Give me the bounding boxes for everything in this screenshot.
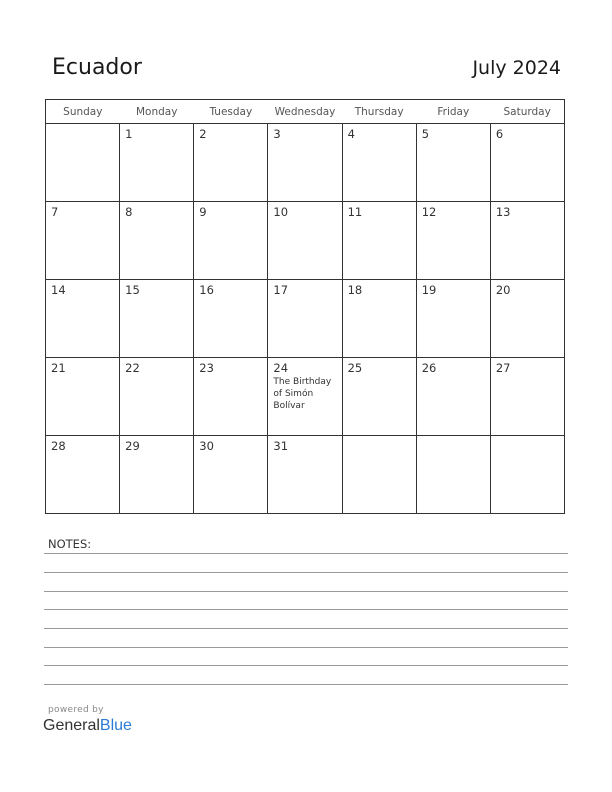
day-number: 8 bbox=[125, 205, 133, 219]
day-number: 28 bbox=[51, 439, 66, 453]
day-number: 6 bbox=[495, 127, 504, 141]
day-cell bbox=[342, 358, 416, 436]
day-cell bbox=[268, 280, 342, 358]
month-year-title: July 2024 bbox=[472, 57, 561, 79]
note-line bbox=[44, 665, 568, 666]
day-cell bbox=[268, 202, 342, 280]
day-cell bbox=[342, 202, 416, 280]
day-number bbox=[46, 124, 119, 127]
day-cell bbox=[342, 436, 416, 514]
day-number: 7 bbox=[51, 205, 59, 219]
weekday-thursday: Thursday bbox=[342, 100, 416, 124]
day-number: 22 bbox=[125, 361, 140, 375]
day-cell bbox=[120, 358, 194, 436]
logo-blue: Blue bbox=[99, 717, 132, 734]
day-number: 15 bbox=[125, 283, 140, 297]
day-number: 4 bbox=[347, 127, 355, 141]
day-cell bbox=[268, 358, 342, 436]
day-cell bbox=[416, 280, 490, 358]
note-line bbox=[44, 647, 568, 648]
note-line bbox=[44, 591, 568, 592]
day-number: 5 bbox=[421, 127, 430, 141]
day-number: 10 bbox=[273, 205, 289, 219]
powered-by-text: powered by bbox=[48, 705, 104, 715]
day-number: 31 bbox=[273, 439, 289, 453]
day-cell bbox=[490, 124, 564, 202]
logo-general: General bbox=[43, 717, 100, 734]
notes-label: NOTES: bbox=[48, 537, 92, 551]
country-title: Ecuador bbox=[52, 55, 142, 80]
day-number: 21 bbox=[51, 361, 66, 375]
day-number: 13 bbox=[495, 205, 511, 219]
day-cell bbox=[416, 358, 490, 436]
day-number: 12 bbox=[421, 205, 437, 219]
day-number: 18 bbox=[347, 283, 363, 297]
note-line bbox=[44, 684, 568, 685]
week-row bbox=[46, 436, 565, 514]
weekday-wednesday: Wednesday bbox=[268, 100, 342, 124]
day-number bbox=[491, 436, 564, 439]
day-number: 19 bbox=[421, 283, 437, 297]
day-cell bbox=[194, 358, 268, 436]
week-row bbox=[46, 358, 565, 436]
day-number: 20 bbox=[495, 283, 511, 297]
day-number: 11 bbox=[347, 205, 363, 219]
day-number bbox=[417, 436, 490, 439]
day-cell bbox=[120, 436, 194, 514]
day-cell bbox=[194, 124, 268, 202]
generalblue-logo[interactable] bbox=[43, 717, 132, 735]
day-cell bbox=[416, 124, 490, 202]
weekday-header-row bbox=[46, 100, 565, 124]
note-line bbox=[44, 628, 568, 629]
day-cell bbox=[120, 124, 194, 202]
day-cell bbox=[194, 436, 268, 514]
day-number: 29 bbox=[125, 439, 140, 453]
day-cell bbox=[46, 436, 120, 514]
day-number: 27 bbox=[495, 361, 511, 375]
day-cell bbox=[46, 124, 120, 202]
day-number: 25 bbox=[347, 361, 363, 375]
day-cell bbox=[194, 280, 268, 358]
day-cell bbox=[490, 280, 564, 358]
day-cell bbox=[46, 358, 120, 436]
day-number: 2 bbox=[199, 127, 207, 141]
day-cell bbox=[490, 436, 564, 514]
day-cell bbox=[46, 280, 120, 358]
day-number: 9 bbox=[199, 205, 207, 219]
day-cell bbox=[46, 202, 120, 280]
day-number: 23 bbox=[199, 361, 214, 375]
day-number: 1 bbox=[125, 127, 133, 141]
day-number: 14 bbox=[51, 283, 66, 297]
day-number: 16 bbox=[199, 283, 214, 297]
day-cell bbox=[416, 436, 490, 514]
day-number: 17 bbox=[273, 283, 289, 297]
day-number: 26 bbox=[421, 361, 437, 375]
note-line bbox=[44, 609, 568, 610]
note-line bbox=[44, 572, 568, 573]
day-cell bbox=[268, 436, 342, 514]
day-number: 30 bbox=[199, 439, 214, 453]
day-cell bbox=[342, 280, 416, 358]
day-number: 24 bbox=[273, 361, 289, 375]
weekday-sunday: Sunday bbox=[46, 100, 120, 124]
day-cell bbox=[194, 202, 268, 280]
holiday-label: The Birthday of Simón Bolívar bbox=[273, 377, 332, 411]
day-cell bbox=[120, 202, 194, 280]
day-number: 3 bbox=[273, 127, 281, 141]
weekday-saturday: Saturday bbox=[490, 100, 564, 124]
week-row bbox=[46, 280, 565, 358]
note-line bbox=[44, 553, 568, 554]
day-cell bbox=[416, 202, 490, 280]
weekday-monday: Monday bbox=[120, 100, 194, 124]
day-cell bbox=[490, 358, 564, 436]
week-row bbox=[46, 202, 565, 280]
day-cell bbox=[120, 280, 194, 358]
weekday-tuesday: Tuesday bbox=[194, 100, 268, 124]
day-cell bbox=[490, 202, 564, 280]
calendar-grid bbox=[45, 99, 565, 514]
weekday-friday: Friday bbox=[416, 100, 490, 124]
day-number bbox=[343, 436, 416, 439]
day-cell bbox=[268, 124, 342, 202]
day-cell bbox=[342, 124, 416, 202]
week-row bbox=[46, 124, 565, 202]
